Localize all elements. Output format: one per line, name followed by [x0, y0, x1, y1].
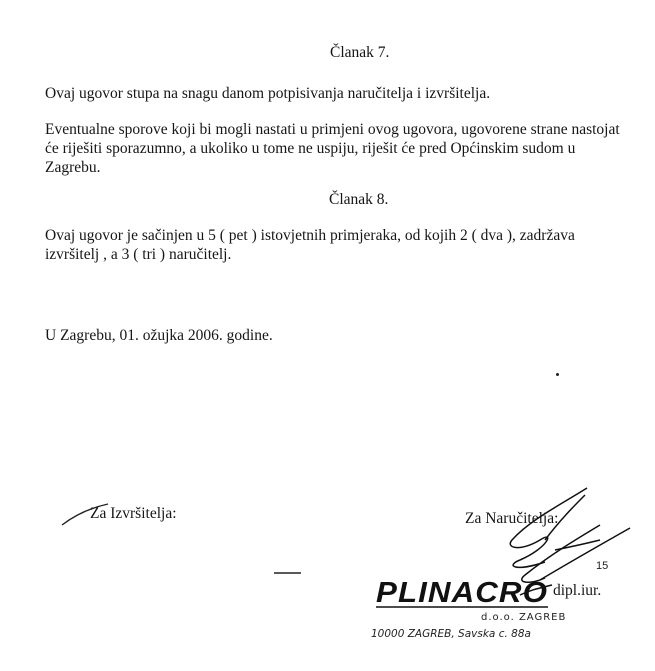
stamp-subtitle: d.o.o. ZAGREB — [481, 612, 567, 623]
client-title: dipl.iur. — [553, 582, 602, 599]
paragraph-line: Ovaj ugovor je sačinjen u 5 ( pet ) istovjetnih primjeraka, od kojih 2 ( dva ), zadržava — [45, 227, 575, 244]
place-and-date: U Zagrebu, 01. ožujka 2006. godine. — [45, 327, 273, 344]
paragraph-line: Eventualne sporove koji bi mogli nastati u primjeni ovog ugovora, ugovorene strane nastojat — [45, 121, 620, 138]
stamp-logo: PLINACRO — [376, 577, 548, 609]
paragraph-line: će riješiti sporazumno, a ukoliko u tome ne uspiju, riješit će pred Općinskim sudom u — [45, 140, 576, 157]
contractor-signature-label: Za Izvršitelja: — [90, 505, 177, 522]
article-8-heading: Članak 8. — [329, 191, 389, 208]
stamp-number: 15 — [596, 560, 609, 572]
article-7-paragraph-1: Ovaj ugovor stupa na snagu danom potpisivanja naručitelja i izvršitelja. — [45, 85, 491, 102]
contractor-signature-mark — [62, 504, 108, 525]
article-7-heading: Članak 7. — [330, 44, 390, 61]
paragraph-line: Zagrebu. — [45, 159, 101, 176]
paragraph-line: izvršitelj , a 3 ( tri ) naručitelj. — [45, 246, 232, 263]
speck — [556, 373, 559, 376]
stamp-address: 10000 ZAGREB, Savska c. 88a — [371, 628, 531, 640]
client-signature-label: Za Naručitelja: — [465, 510, 559, 527]
